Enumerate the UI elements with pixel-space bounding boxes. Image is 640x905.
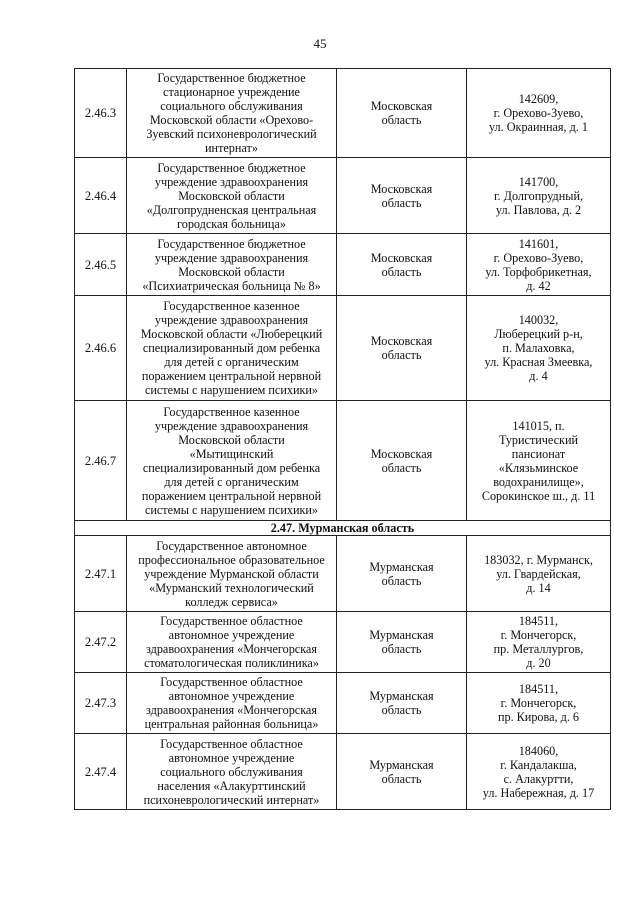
address xyxy=(467,734,611,810)
region xyxy=(337,69,467,158)
institution-name-line: интернат» xyxy=(205,141,258,155)
region xyxy=(337,734,467,810)
institution-name-line: населения «Алакурттинский xyxy=(157,778,306,793)
institution-name xyxy=(127,401,337,521)
institution-name-line: Государственное казенное xyxy=(163,299,300,313)
address-line: 141700, xyxy=(518,174,559,189)
institution-name-line: системы с нарушением психики» xyxy=(144,383,319,397)
murmansk-section-header-row xyxy=(75,521,611,536)
address-line: 142609, xyxy=(518,92,559,106)
region xyxy=(337,234,467,296)
institution-name xyxy=(127,234,337,296)
institution-name-line: психоневрологический интернат» xyxy=(143,792,320,807)
institution-name xyxy=(127,734,337,810)
institution-name-line: городская больница» xyxy=(177,216,286,231)
institution-name-line: Государственное областное xyxy=(160,736,303,751)
region-line: область xyxy=(381,460,422,475)
institution-name-line: «Мурманский технологический xyxy=(149,580,314,595)
institution-name-line: социального обслуживания xyxy=(160,99,303,113)
institution-name-line: центральная районная больница» xyxy=(144,717,319,731)
address xyxy=(467,673,611,734)
table-row xyxy=(75,234,611,296)
institution-name-line: поражением центральной нервной xyxy=(141,488,322,503)
region xyxy=(337,296,467,401)
address-line: «Клязьминское xyxy=(498,460,579,475)
institution-name xyxy=(127,673,337,734)
institution-name-line: социального обслуживания xyxy=(160,764,303,779)
institution-name-line: поражением центральной нервной xyxy=(141,369,322,383)
institution-name-line: специализированный дом ребенка xyxy=(142,341,321,355)
address xyxy=(467,296,611,401)
institution-name-line: для детей с органическим xyxy=(164,474,299,489)
address-line: ул. Павлова, д. 2 xyxy=(495,202,582,217)
region-line: область xyxy=(381,113,422,127)
institution-name-line: Московской области xyxy=(178,432,285,447)
address-line: 184511, xyxy=(518,682,559,696)
address-line: 184060, xyxy=(518,743,559,758)
address-line: 183032, г. Мурманск, xyxy=(484,552,593,567)
institution-name-line: колледж сервиса» xyxy=(185,594,278,609)
institution-name-line: Московской области xyxy=(178,188,285,203)
region xyxy=(337,158,467,234)
row-number: 2.46.5 xyxy=(75,234,127,296)
address-line: д. 14 xyxy=(526,580,551,595)
row-number: 2.46.6 xyxy=(75,296,127,401)
address-line: г. Мончегорск, xyxy=(500,696,577,710)
institutions-table xyxy=(74,68,611,810)
address xyxy=(467,536,611,612)
institution-name xyxy=(127,69,337,158)
region-line: область xyxy=(381,642,422,656)
institution-name-line: Государственное казенное xyxy=(163,404,300,419)
address-line: пр. Кирова, д. 6 xyxy=(497,710,580,724)
table-row xyxy=(75,536,611,612)
region-line: область xyxy=(381,195,422,210)
table-row xyxy=(75,158,611,234)
institution-name-line: Государственное бюджетное xyxy=(157,236,306,251)
address-line: водохранилище», xyxy=(493,474,584,489)
region-line: Мурманская xyxy=(369,559,434,574)
region-line: Мурманская xyxy=(369,689,434,703)
address-line: ул. Красная Змеевка, xyxy=(484,355,593,369)
institution-name-line: системы с нарушением психики» xyxy=(144,502,319,517)
institution-name-line: учреждение здравоохранения xyxy=(154,313,309,327)
institution-name-line: учреждение здравоохранения xyxy=(154,250,309,265)
region-line: Московская xyxy=(370,181,433,196)
table-row xyxy=(75,69,611,158)
institution-name-line: Московской области «Люберецкий xyxy=(140,327,323,341)
murmansk-region-rows xyxy=(75,536,611,810)
address-line: Люберецкий р-н, xyxy=(494,327,583,341)
institution-name-line: учреждение здравоохранения xyxy=(154,418,309,433)
institution-name-line: автономное учреждение xyxy=(168,750,295,765)
institution-name-line: «Психиатрическая больница № 8» xyxy=(142,278,321,293)
address-line: г. Кандалакша, xyxy=(500,757,577,772)
address-line: пр. Металлургов, xyxy=(493,642,584,656)
region xyxy=(337,612,467,673)
address-line: д. 42 xyxy=(526,278,551,293)
region-line: Московская xyxy=(370,446,433,461)
row-number: 2.47.1 xyxy=(75,536,127,612)
table-row xyxy=(75,673,611,734)
address-line: ул. Гвардейская, xyxy=(496,566,581,581)
table-row xyxy=(75,612,611,673)
address-line: Туристический xyxy=(498,432,579,447)
address-line: ул. Торфобрикетная, xyxy=(485,264,592,279)
region-line: Московская xyxy=(370,99,433,113)
address-line: г. Орехово-Зуево, xyxy=(493,106,584,120)
row-number: 2.46.7 xyxy=(75,401,127,521)
table-row xyxy=(75,296,611,401)
institution-name-line: здравоохранения «Мончегорская xyxy=(146,642,317,656)
address-line: с. Алакуртти, xyxy=(503,771,574,786)
institution-name-line: Государственное автономное xyxy=(156,538,307,553)
institution-name-line: для детей с органическим xyxy=(164,355,299,369)
institution-name-line: «Мытищинский xyxy=(189,446,274,461)
table-row xyxy=(75,401,611,521)
row-number: 2.47.3 xyxy=(75,673,127,734)
address-line: г. Мончегорск, xyxy=(500,628,577,642)
address-line: д. 4 xyxy=(529,369,548,383)
table-row xyxy=(75,734,611,810)
region-line: область xyxy=(381,771,422,786)
institution-name-line: Государственное бюджетное xyxy=(157,160,306,175)
institution-name-line: стоматологическая поликлиника» xyxy=(144,656,319,670)
address-line: ул. Окраинная, д. 1 xyxy=(488,120,589,134)
address xyxy=(467,69,611,158)
institution-name-line: «Долгопрудненская центральная xyxy=(146,202,317,217)
region xyxy=(337,536,467,612)
region xyxy=(337,401,467,521)
institution-name-line: Государственное областное xyxy=(160,614,303,628)
address-line: Сорокинское ш., д. 11 xyxy=(481,488,596,503)
address-line: 141601, xyxy=(518,236,559,251)
region-line: Мурманская xyxy=(369,628,434,642)
region-line: область xyxy=(381,573,422,588)
address-line: г. Орехово-Зуево, xyxy=(493,250,584,265)
address-line: д. 20 xyxy=(526,656,551,670)
region-line: область xyxy=(381,703,422,717)
row-number: 2.46.3 xyxy=(75,69,127,158)
row-number: 2.47.2 xyxy=(75,612,127,673)
institution-name xyxy=(127,536,337,612)
region-line: область xyxy=(381,264,422,279)
institution-name-line: Московской области «Орехово- xyxy=(149,113,314,127)
address-line: 141015, п. xyxy=(512,418,565,433)
region xyxy=(337,673,467,734)
institution-name-line: учреждение Мурманской области xyxy=(144,566,319,581)
region-line: Московская xyxy=(370,250,433,265)
region-line: область xyxy=(381,348,422,362)
institution-name-line: здравоохранения «Мончегорская xyxy=(146,703,317,717)
address xyxy=(467,158,611,234)
address-line: 184511, xyxy=(518,614,559,628)
institution-name-line: специализированный дом ребенка xyxy=(142,460,321,475)
section-header-row xyxy=(75,521,611,536)
institution-name-line: учреждение здравоохранения xyxy=(154,174,309,189)
institution-name-line: стационарное учреждение xyxy=(163,85,300,99)
row-number: 2.46.4 xyxy=(75,158,127,234)
address-line: п. Малаховка, xyxy=(502,341,575,355)
row-number: 2.47.4 xyxy=(75,734,127,810)
address-line: пансионат xyxy=(511,446,566,461)
moscow-region-rows xyxy=(75,69,611,521)
address-line: 140032, xyxy=(518,313,559,327)
institution-name-line: Государственное областное xyxy=(160,675,303,689)
institution-name-line: автономное учреждение xyxy=(168,689,295,703)
address-line: ул. Набережная, д. 17 xyxy=(482,785,595,800)
institution-name xyxy=(127,158,337,234)
address-line: г. Долгопрудный, xyxy=(493,188,584,203)
institution-name-line: автономное учреждение xyxy=(168,628,295,642)
institution-name-line: Государственное бюджетное xyxy=(157,71,306,85)
address xyxy=(467,234,611,296)
page-number: 45 xyxy=(313,36,327,51)
region-line: Московская xyxy=(370,334,433,348)
institution-name-line: профессиональное образовательное xyxy=(138,552,325,567)
address xyxy=(467,612,611,673)
region-line: Мурманская xyxy=(369,757,434,772)
address xyxy=(467,401,611,521)
institution-name-line: Зуевский психоневрологический xyxy=(146,127,317,141)
section-title: 2.47. Мурманская область xyxy=(75,521,611,536)
institution-name xyxy=(127,612,337,673)
institution-name xyxy=(127,296,337,401)
institution-name-line: Московской области xyxy=(178,264,285,279)
